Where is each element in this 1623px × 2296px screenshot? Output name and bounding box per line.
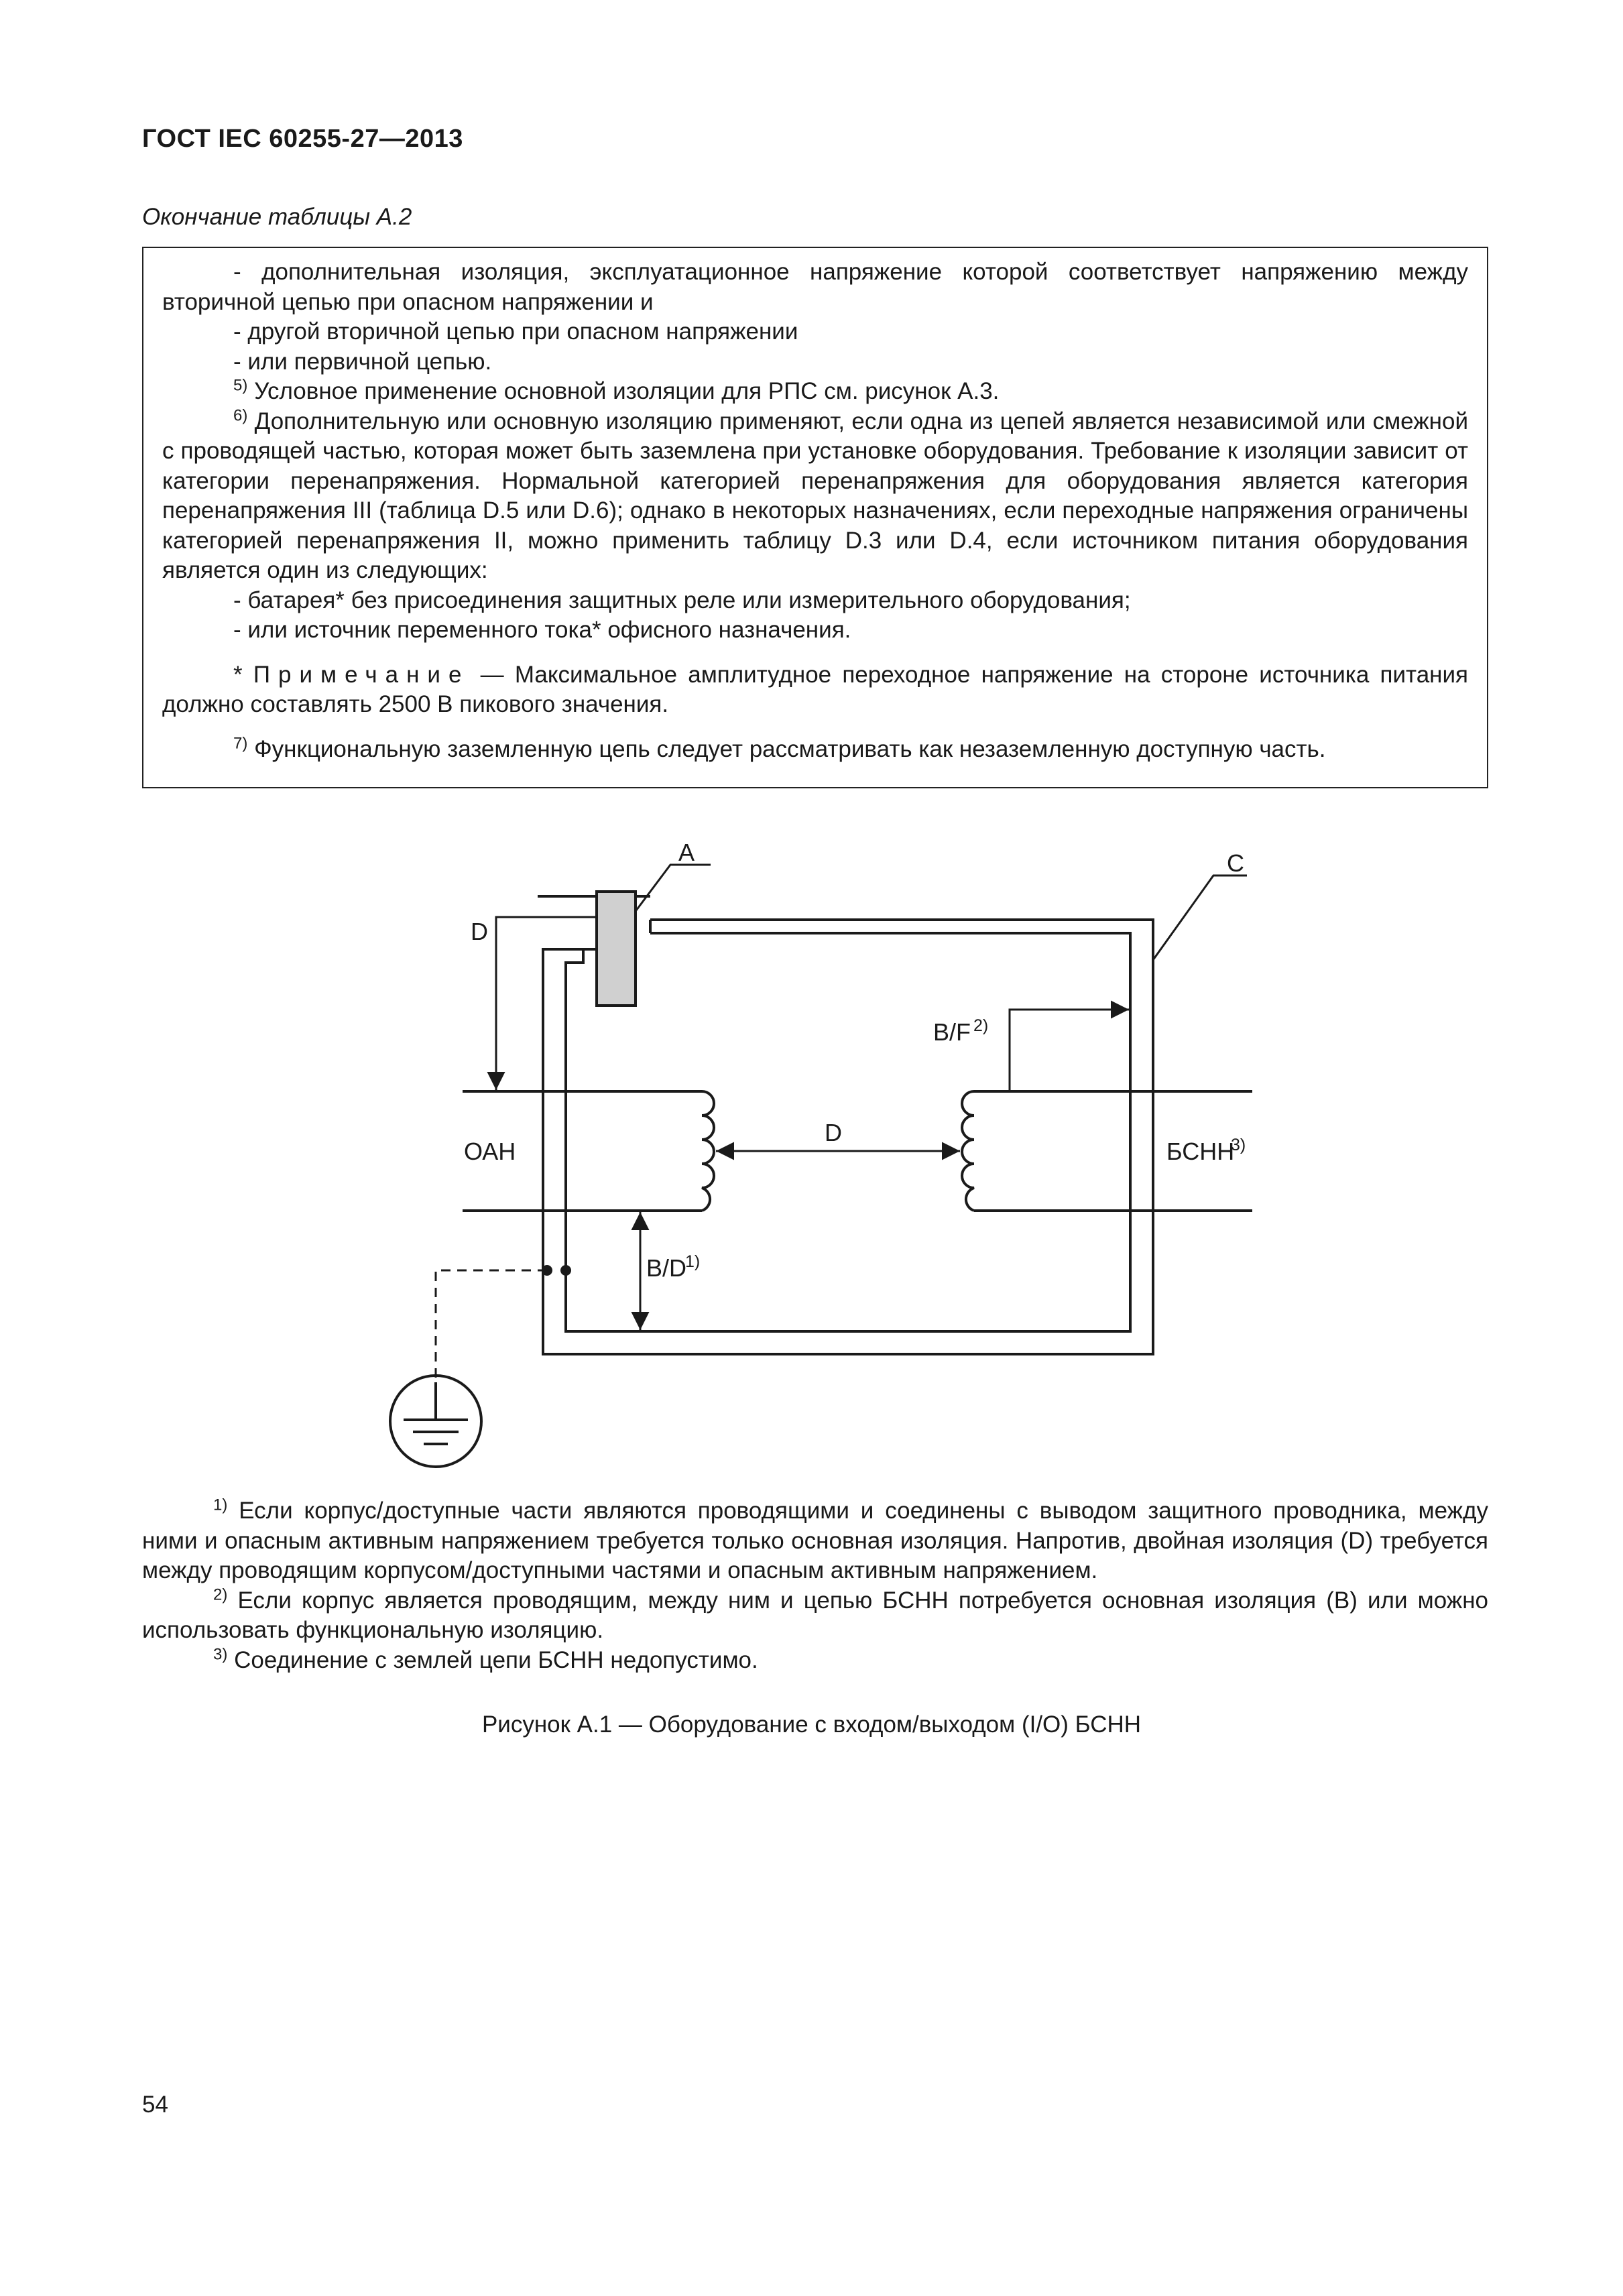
figure-notes [142, 1496, 1488, 1675]
label-bd: B/D [646, 1254, 687, 1282]
page-number: 54 [142, 2092, 168, 2118]
table-line: - или первичной цепью. [233, 348, 492, 375]
figure-note-3: $^{3)}$ Соединение с землей цепи БСНН недопустимо. [213, 1644, 758, 1673]
transformer-coil-right [962, 1091, 974, 1211]
table-line: - дополнительная изоляция, эксплуатационное напряжение которой соответствует напряжению между вторичной цепью при опасном напряжении и [162, 259, 1468, 315]
footnote-7 [162, 735, 1468, 765]
document-header: ГОСТ IEC 60255-27—2013 [142, 125, 463, 153]
footnote-6 [162, 407, 1468, 586]
footnote-mark: 6) [233, 406, 248, 424]
component-a [597, 892, 636, 1006]
footnote-text: Функциональную заземленную цепь следует рассматривать как незаземленную доступную часть. [254, 735, 1326, 762]
label-bd-sup: 1) [685, 1252, 701, 1271]
footnote-5 [162, 377, 1468, 407]
ground-icon [390, 1376, 481, 1467]
figure-note-2: $^{2)}$ Если корпус является проводящим, между ним и цепью БСНН потребуется основная изоляция (В) или можно использовать функциональную изоляцию. [142, 1585, 1488, 1643]
transformer-coil-left [702, 1091, 714, 1211]
footnote-mark: 5) [233, 376, 248, 395]
table-line: - или источник переменного тока* офисного назначения. [233, 617, 851, 643]
note-word: Примечание [253, 661, 470, 688]
note-text: — Максимальное амплитудное переходное напряжение на стороне источника питания должно составлять 2500 В пикового значения. [162, 661, 1468, 717]
footnote-text: Дополнительную или основную изоляцию применяют, если одна из цепей является независимой или смежной с проводящей частью, которая может быть заземлена при установке оборудования. Требование к изоляции зависит от категории перенапряжения. Нормальной категорией перенапряжения для оборудования является категория перенапряжения III (таблица D.5 или D.6); однако в некоторых назначениях, если переходные напряжения ограничены категорией перенапряжения II, можно применить таблицу D.3 или D.4, если источником питания оборудования является один из следующих: [162, 408, 1468, 583]
label-bsnn-sup: 3) [1231, 1136, 1246, 1154]
figure-caption: Рисунок А.1 — Оборудование с входом/выходом (I/O) БСНН [481, 1711, 1142, 1738]
table-line: - батарея* без присоединения защитных реле или измерительного оборудования; [233, 587, 1131, 613]
figure-a1-diagram [362, 838, 1301, 1482]
table-note: * Примечание — Максимальное амплитудное переходное напряжение на стороне источника питания должно составлять 2500 В пикового значения. [162, 661, 1468, 717]
label-d-top: D [471, 918, 488, 945]
footnote-mark: 7) [233, 733, 248, 752]
table-line: - другой вторичной цепью при опасном напряжении [233, 318, 798, 345]
footnote-text: Условное применение основной изоляции для РПС см. рисунок А.3. [254, 378, 1000, 404]
label-bf: B/F [933, 1018, 971, 1046]
label-bf-sup: 2) [973, 1016, 989, 1035]
label-d-mid: D [825, 1119, 842, 1146]
label-a: A [678, 839, 695, 866]
label-bsnn: БСНН [1166, 1138, 1235, 1165]
label-oah: ОАН [464, 1138, 516, 1165]
label-c: C [1227, 849, 1244, 877]
figure-note-1: $^{1)}$ Если корпус/доступные части являются проводящими и соединены с выводом защитного проводника, между ними и опасным активным напряжением требуется только основная изоляция. Напротив, двойная изоляция (D) требуется между проводящим корпусом/доступными частями и опасным активным напряжением. [142, 1496, 1488, 1583]
table-a2-end [142, 247, 1488, 788]
table-continuation-caption: Окончание таблицы А.2 [142, 204, 412, 230]
